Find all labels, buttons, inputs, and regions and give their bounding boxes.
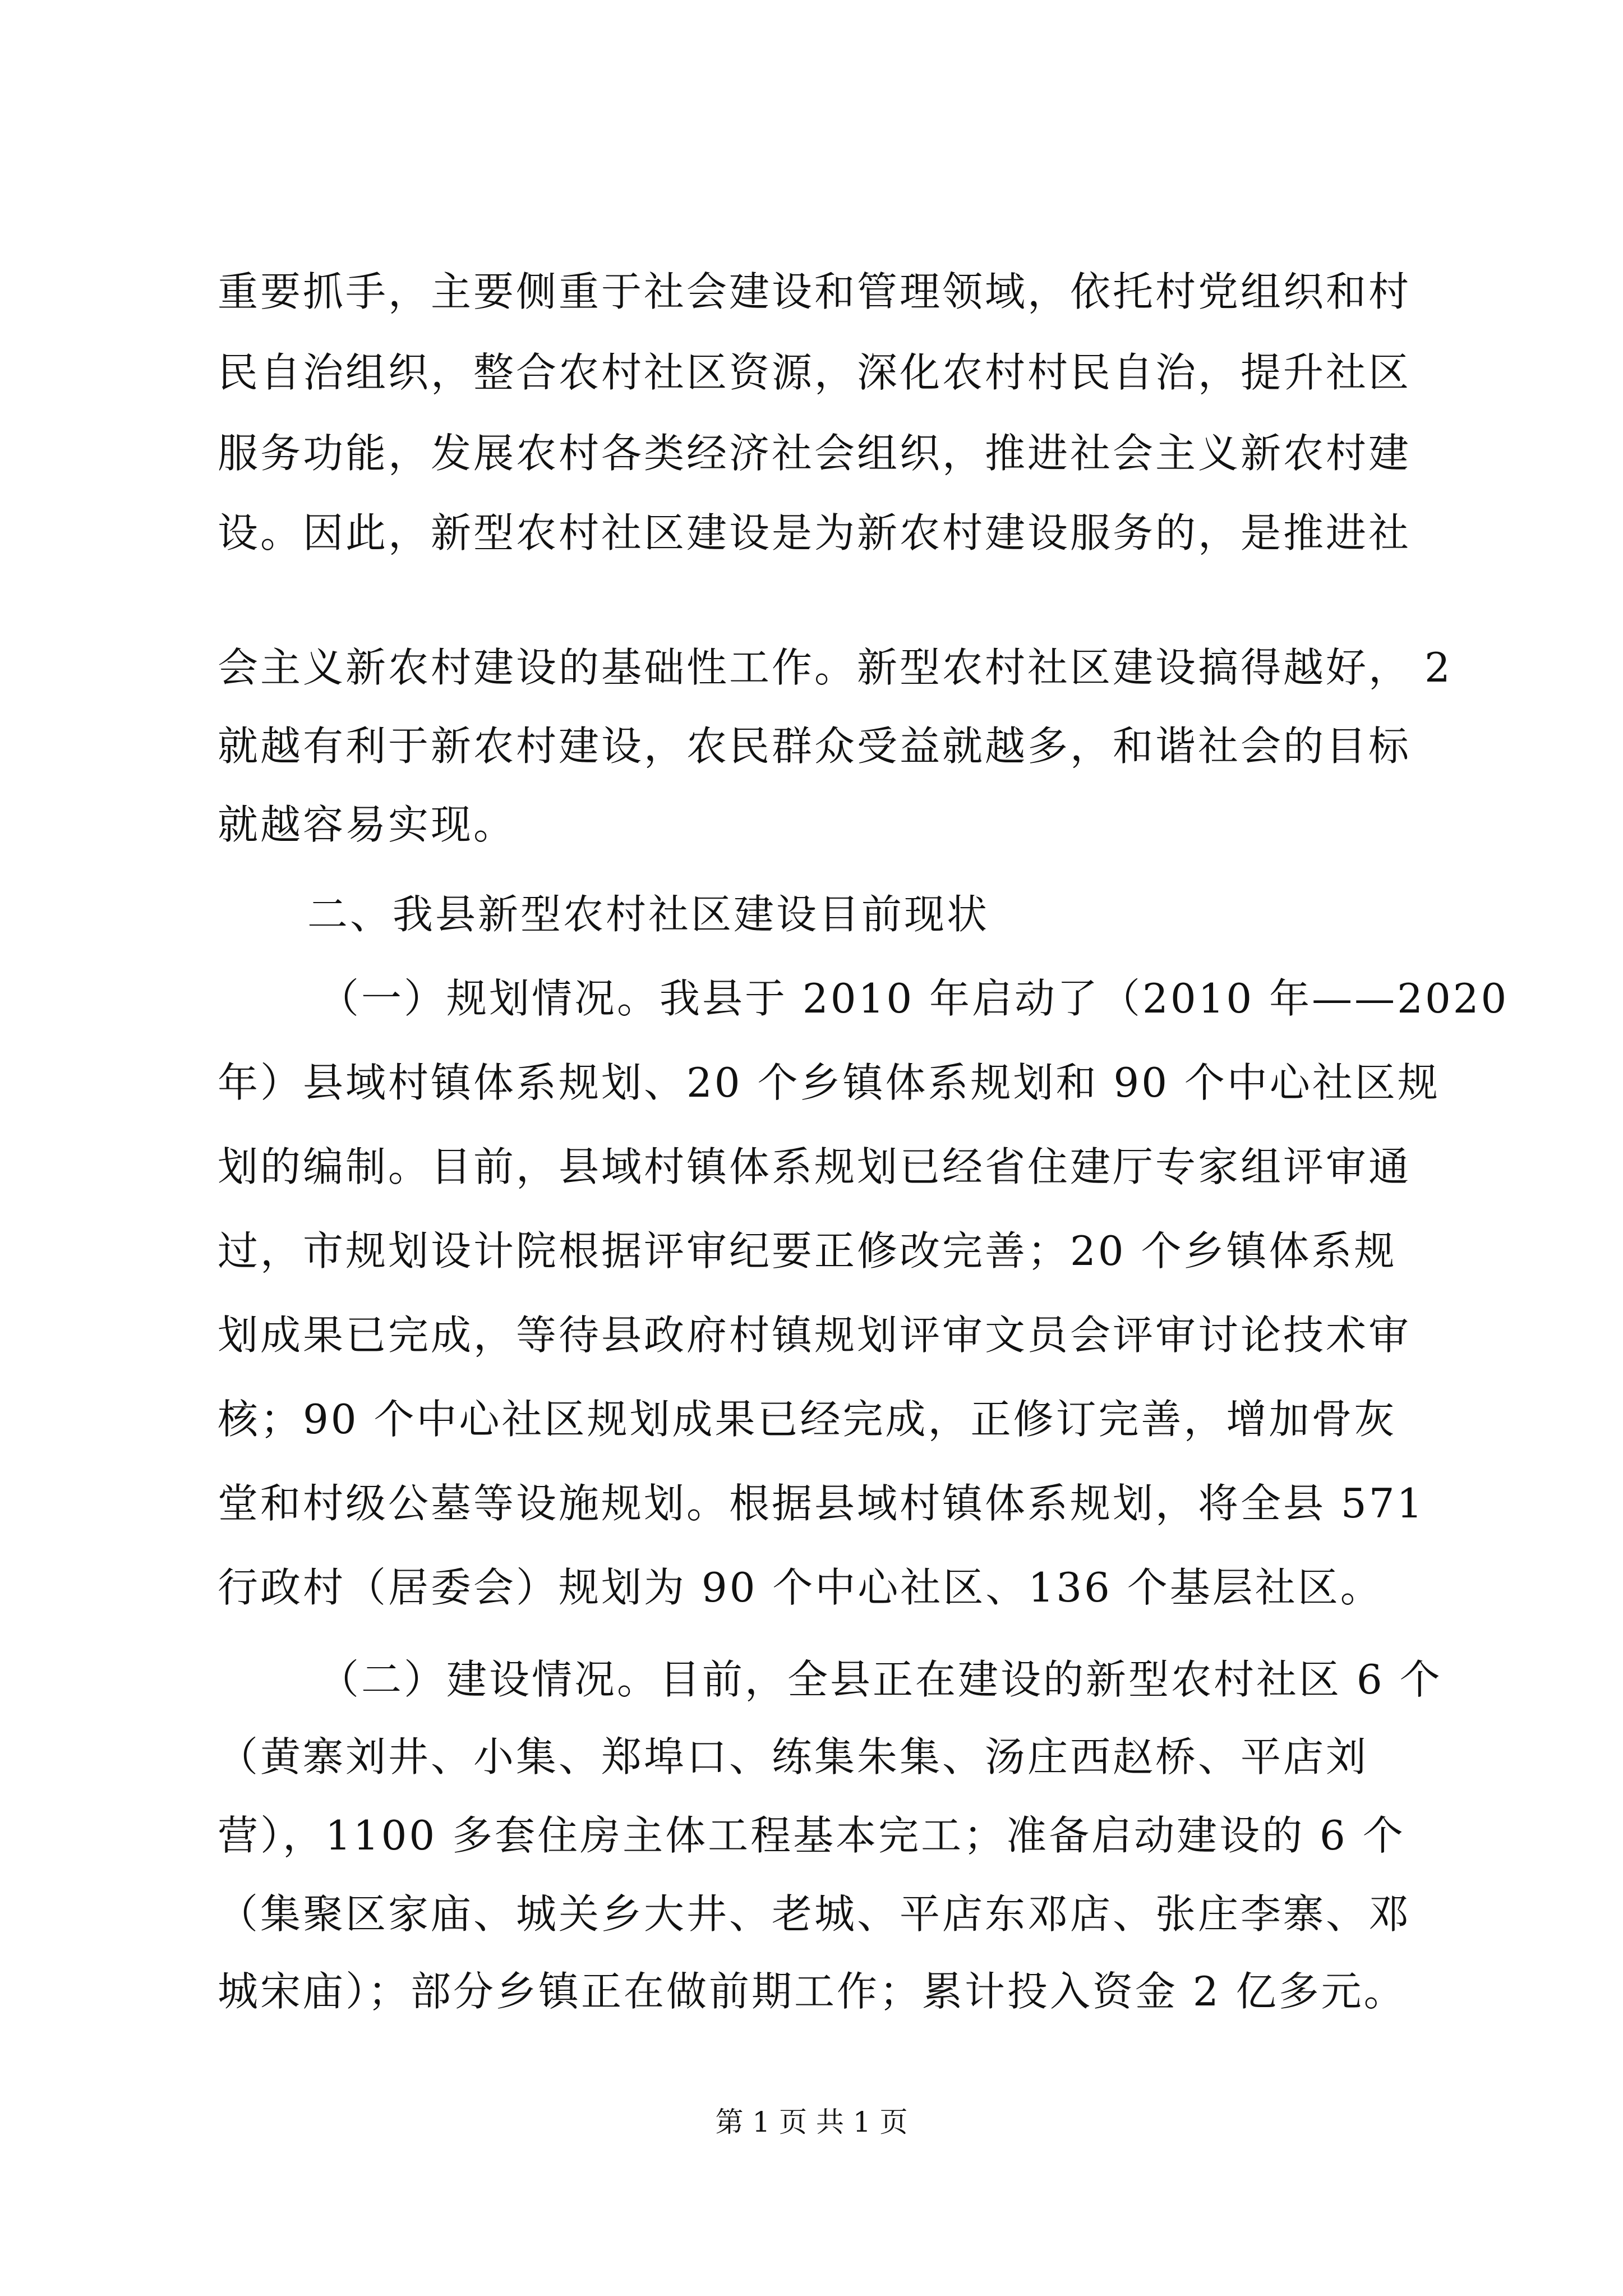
body-text-line: 设。因此，新型农村社区建设是为新农村建设服务的，是推进社 (218, 509, 1412, 556)
body-text-line: 就越有利于新农村建设，农民群众受益就越多，和谐社会的目标 (218, 723, 1412, 770)
body-text-line: （一）规划情况。我县于 2010 年启动了（2010 年——2020 (319, 975, 1509, 1022)
body-text-line: 划的编制。目前，县域村镇体系规划已经省住建厅专家组评审通 (218, 1143, 1412, 1190)
body-text-line: 城宋庙）；部分乡镇正在做前期工作；累计投入资金 2 亿多元。 (218, 1968, 1407, 2015)
section-heading: 二、我县新型农村社区建设目前现状 (307, 891, 990, 938)
body-text-line: 民自治组织，整合农村社区资源，深化农村村民自治，提升社区 (218, 349, 1412, 396)
body-text-line: （二）建设情况。目前，全县正在建设的新型农村社区 6 个 (319, 1656, 1442, 1703)
body-text-line: 会主义新农村建设的基础性工作。新型农村社区建设搞得越好， (218, 644, 1412, 691)
body-text-line: 营），1100 多套住房主体工程基本完工；准备启动建设的 6 个 (218, 1812, 1405, 1859)
body-text-line: 堂和村级公墓等设施规划。根据县域村镇体系规划，将全县 571 (218, 1480, 1425, 1527)
body-text-line: （集聚区家庙、城关乡大井、老城、平店东邓店、张庄李寨、邓 (218, 1890, 1412, 1938)
body-text-line: 就越容易实现。 (218, 801, 517, 848)
body-text-line: 年）县域村镇体系规划、20 个乡镇体系规划和 90 个中心社区规 (218, 1059, 1440, 1106)
body-text-line: （黄寨刘井、小集、郑埠口、练集朱集、汤庄西赵桥、平店刘 (218, 1733, 1369, 1780)
body-text-line: 重要抓手，主要侧重于社会建设和管理领域，依托村党组织和村 (218, 268, 1412, 315)
page-footer: 第 1 页 共 1 页 (715, 2106, 908, 2138)
body-text-line: 服务功能，发展农村各类经济社会组织，推进社会主义新农村建 (218, 430, 1412, 477)
body-text-line: 划成果已完成，等待县政府村镇规划评审文员会评审讨论技术审 (218, 1312, 1412, 1359)
margin-mark: 2 (1424, 644, 1450, 691)
body-text-line: 核；90 个中心社区规划成果已经完成，正修订完善，增加骨灰 (218, 1396, 1397, 1443)
body-text-line: 行政村（居委会）规划为 90 个中心社区、136 个基层社区。 (218, 1564, 1383, 1611)
body-text-line: 过，市规划设计院根据评审纪要正修改完善；20 个乡镇体系规 (218, 1227, 1397, 1274)
